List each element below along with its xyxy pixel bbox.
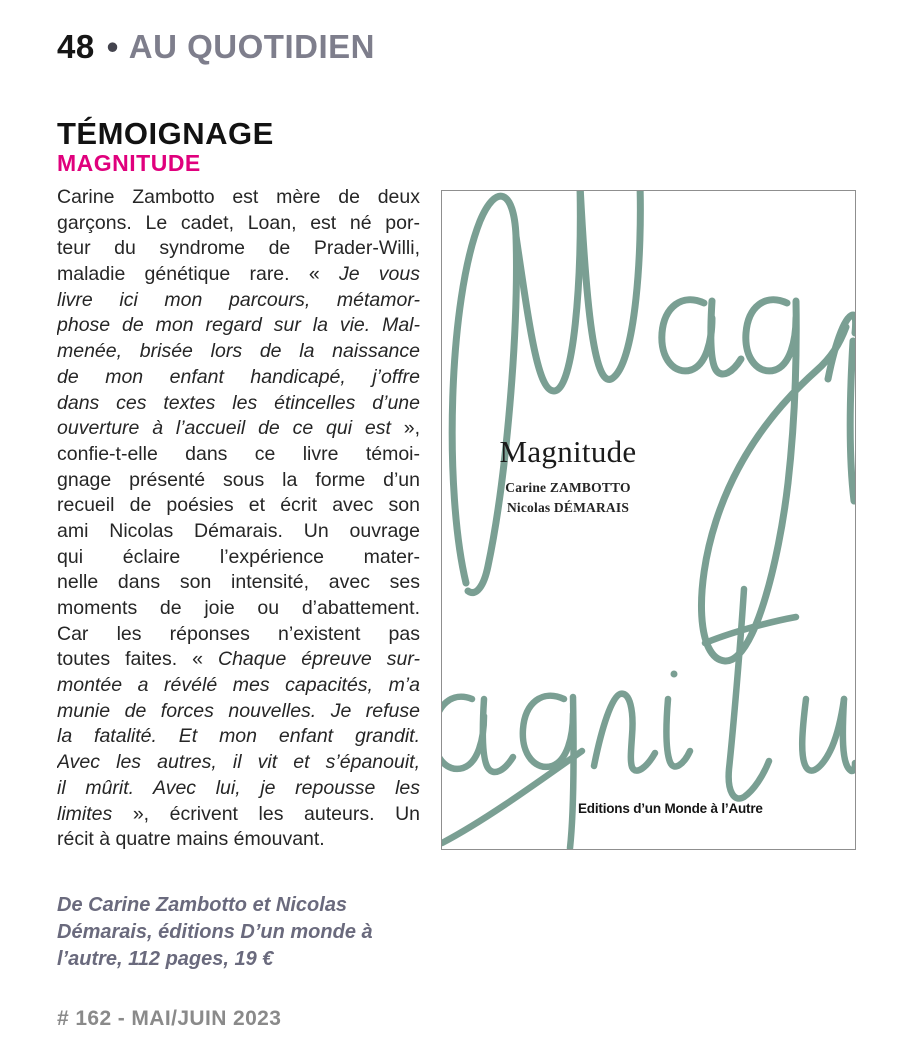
page-number: 48 xyxy=(57,28,95,65)
body-line: dans ces textes les étincelles d’une xyxy=(57,391,420,414)
header-bullet-separator: • xyxy=(106,28,119,65)
article-title: MAGNITUDE xyxy=(57,150,201,176)
body-line: menée, brisée lors de la naissance xyxy=(57,340,420,363)
credit-line: De Carine Zambotto et Nicolas xyxy=(57,894,348,916)
body-line: de mon enfant handicapé, j’offre xyxy=(57,365,420,388)
cover-book-title: Magnitude xyxy=(499,434,637,469)
body-line: ami Nicolas Démarais. Un ouvrage xyxy=(57,519,420,542)
body-line: moments de joie ou d’abattement. xyxy=(57,597,420,619)
body-line: livre ici mon parcours, métamor- xyxy=(57,288,420,311)
body-line: limites », écrivent les auteurs. Un xyxy=(57,802,420,825)
body-line: récit à quatre mains émouvant. xyxy=(57,828,325,851)
page-header xyxy=(57,28,375,66)
cover-author-line: Nicolas DÉMARAIS xyxy=(506,500,630,515)
cover-author-line: Carine ZAMBOTTO xyxy=(505,480,631,495)
body-line: montée a révélé mes capacités, m’a xyxy=(57,674,420,697)
cover-authors xyxy=(442,478,694,518)
body-line: toutes faites. « Chaque épreuve sur- xyxy=(57,648,420,671)
book-cover-image xyxy=(441,190,856,850)
body-line: Avec les autres, il vit et s’épanouit, xyxy=(57,751,420,774)
body-line: phose de mon regard sur la vie. Mal- xyxy=(57,314,420,337)
body-line: maladie génétique rare. « Je vous xyxy=(57,263,420,286)
cover-script-top xyxy=(452,191,855,661)
body-line: qui éclaire l’expérience mater- xyxy=(57,545,420,568)
body-line: confie-t-elle dans ce livre témoi- xyxy=(57,442,420,465)
body-line: gnage présenté sous la forme d’un xyxy=(57,468,420,491)
body-line: Car les réponses n’existent pas xyxy=(57,622,420,645)
credit-line: l’autre, 112 pages, 19 € xyxy=(57,948,274,970)
cover-script-calligraphy xyxy=(442,191,855,849)
body-line: nelle dans son intensité, avec ses xyxy=(57,571,420,594)
cover-publisher: Editions d’un Monde à l’Autre xyxy=(578,801,763,816)
body-line: Carine Zambotto est mère de deux xyxy=(57,186,420,208)
body-line: ouverture à l’accueil de ce qui est », xyxy=(57,417,420,440)
body-line: la fatalité. Et mon enfant grandit. xyxy=(57,725,420,748)
body-line: teur du syndrome de Prader-Willi, xyxy=(57,237,420,260)
body-line: garçons. Le cadet, Loan, est né por- xyxy=(57,211,420,234)
body-line: il mûrit. Avec lui, je repousse les xyxy=(57,776,420,799)
article-kicker: TÉMOIGNAGE xyxy=(57,116,274,151)
credit-line: Démarais, éditions D’un monde à xyxy=(57,921,373,943)
article-body xyxy=(57,185,420,853)
body-line: munie de forces nouvelles. Je refuse xyxy=(57,699,420,722)
book-credit xyxy=(57,892,437,973)
section-title: AU QUOTIDIEN xyxy=(128,28,375,65)
body-line: recueil de poésies et écrit avec son xyxy=(57,494,420,517)
issue-footer: # 162 - MAI/JUIN 2023 xyxy=(57,1007,282,1030)
